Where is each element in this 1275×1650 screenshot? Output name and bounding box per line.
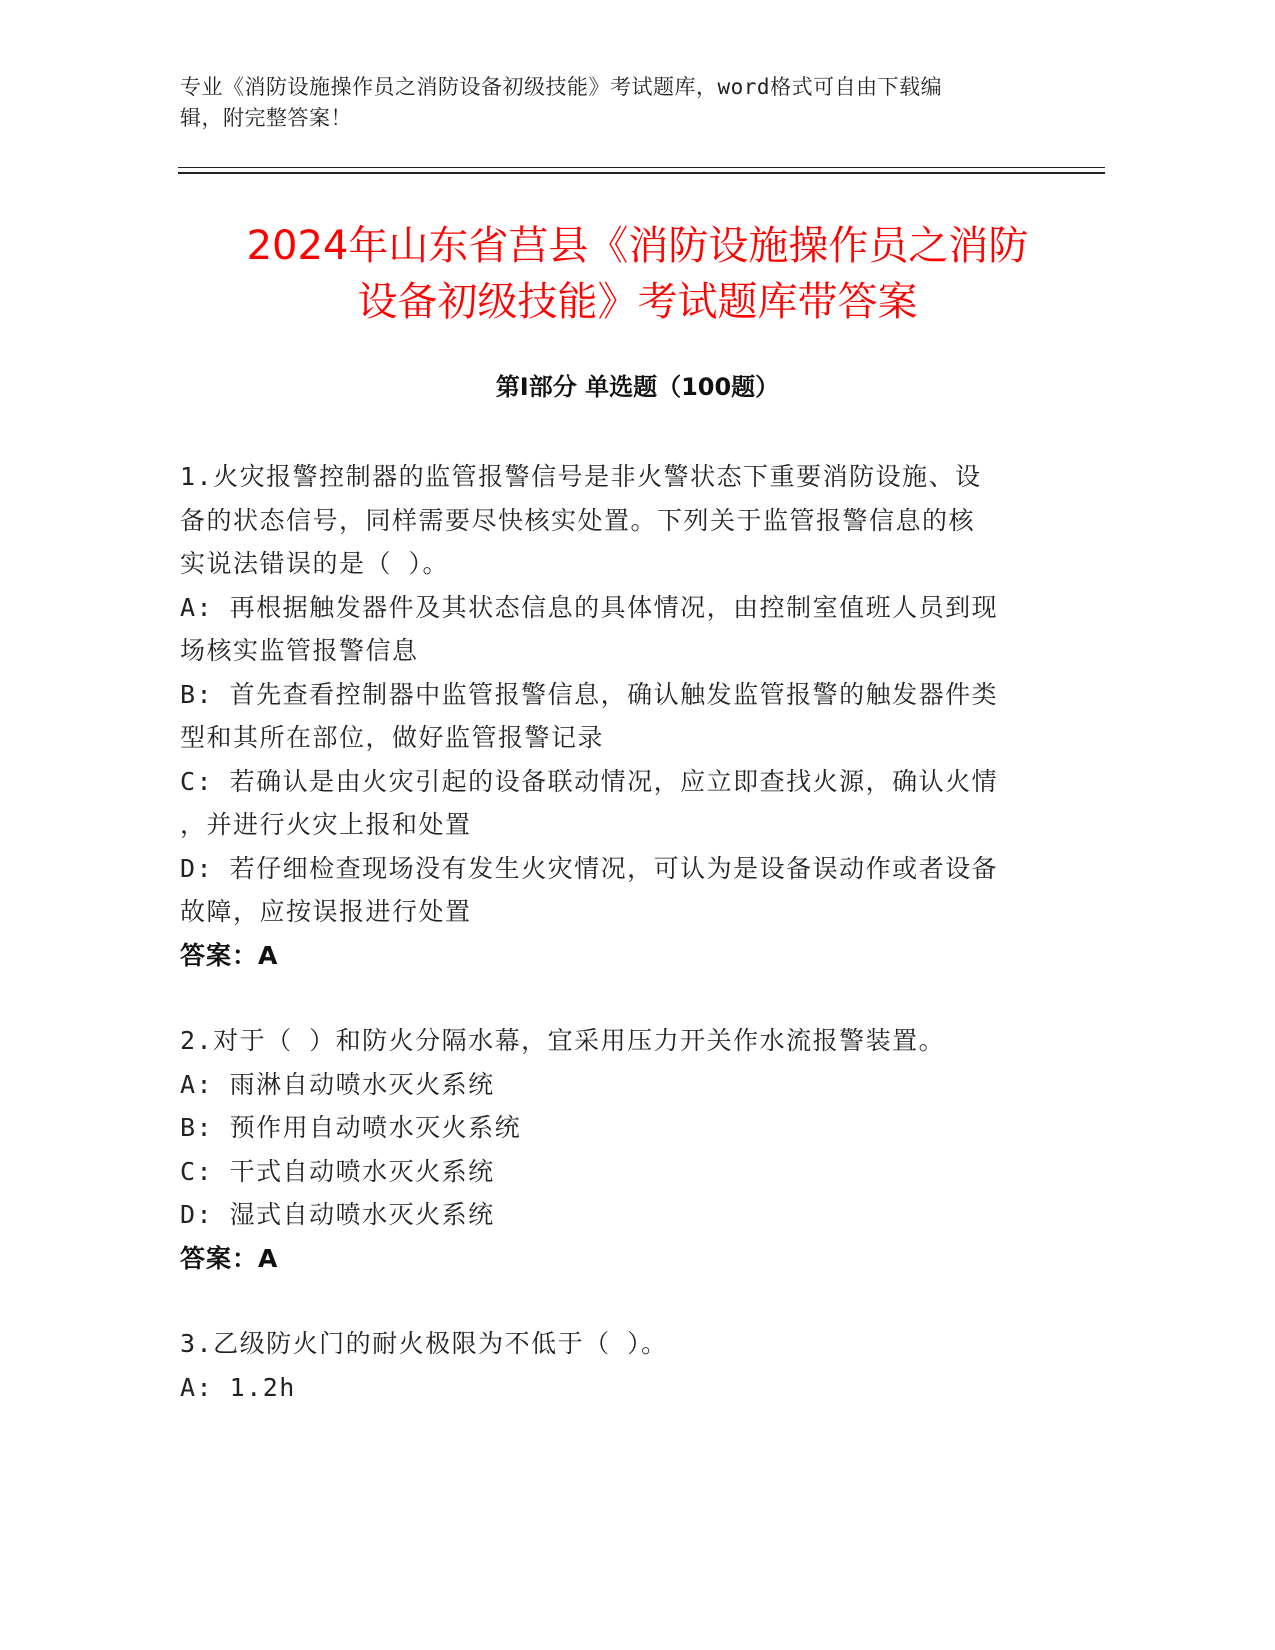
option-line: 场核实监管报警信息 — [180, 636, 419, 665]
option-line: ，并进行火灾上报和处置 — [180, 810, 472, 839]
header-divider-thick — [178, 172, 1105, 174]
header-note-line-1: 专业《消防设施操作员之消防设备初级技能》考试题库，word格式可自由下载编 — [180, 75, 943, 99]
question-list — [180, 455, 1040, 1451]
option-line: C: 若确认是由火灾引起的设备联动情况，应立即查找火源，确认火情 — [180, 766, 999, 796]
option-line: B: 首先查看控制器中监管报警信息，确认触发监管报警的触发器件类 — [180, 679, 999, 709]
header-divider-thin — [178, 167, 1105, 168]
document-title — [130, 218, 1145, 330]
option-a — [180, 586, 1040, 673]
document-title-line-2: 设备初级技能》考试题库带答案 — [357, 279, 918, 325]
header-note-line-2: 辑，附完整答案！ — [180, 106, 352, 130]
option-b: B: 预作用自动喷水灭火系统 — [180, 1113, 522, 1142]
option-a: A: 雨淋自动喷水灭火系统 — [180, 1069, 495, 1099]
question-stem-line: 2.对于（ ）和防火分隔水幕，宜采用压力开关作水流报警装置。 — [180, 1026, 946, 1055]
header-note — [180, 72, 1040, 134]
option-line: 故障，应按误报进行处置 — [180, 897, 472, 926]
option-line: 型和其所在部位，做好监管报警记录 — [180, 723, 605, 752]
option-d: D: 湿式自动喷水灭火系统 — [180, 1200, 495, 1229]
option-d — [180, 847, 1040, 934]
question-stem-line: 3.乙级防火门的耐火极限为不低于（ ）。 — [180, 1329, 668, 1358]
option-a: A: 1.2h — [180, 1372, 296, 1402]
section-heading: 第Ⅰ部分 单选题（100题） — [495, 373, 780, 401]
question-3 — [180, 1322, 1040, 1409]
document-title-line-1: 2024年山东省莒县《消防设施操作员之消防 — [246, 223, 1029, 269]
question-stem-line: 实说法错误的是（ ）。 — [180, 549, 450, 578]
option-c — [180, 760, 1040, 847]
option-c: C: 干式自动喷水灭火系统 — [180, 1156, 495, 1186]
option-b — [180, 673, 1040, 760]
question-stem-line: 备的状态信号，同样需要尽快核实处置。下列关于监管报警信息的核 — [180, 505, 976, 535]
question-1 — [180, 455, 1040, 977]
answer-label: 答案：A — [180, 940, 279, 970]
option-line: A: 再根据触发器件及其状态信息的具体情况，由控制室值班人员到现 — [180, 592, 999, 622]
question-stem-line: 1.火灾报警控制器的监管报警信号是非火警状态下重要消防设施、设 — [180, 462, 982, 491]
question-2 — [180, 1019, 1040, 1280]
option-line: D: 若仔细检查现场没有发生火灾情况，可认为是设备误动作或者设备 — [180, 853, 999, 883]
answer-label: 答案：A — [180, 1243, 279, 1273]
